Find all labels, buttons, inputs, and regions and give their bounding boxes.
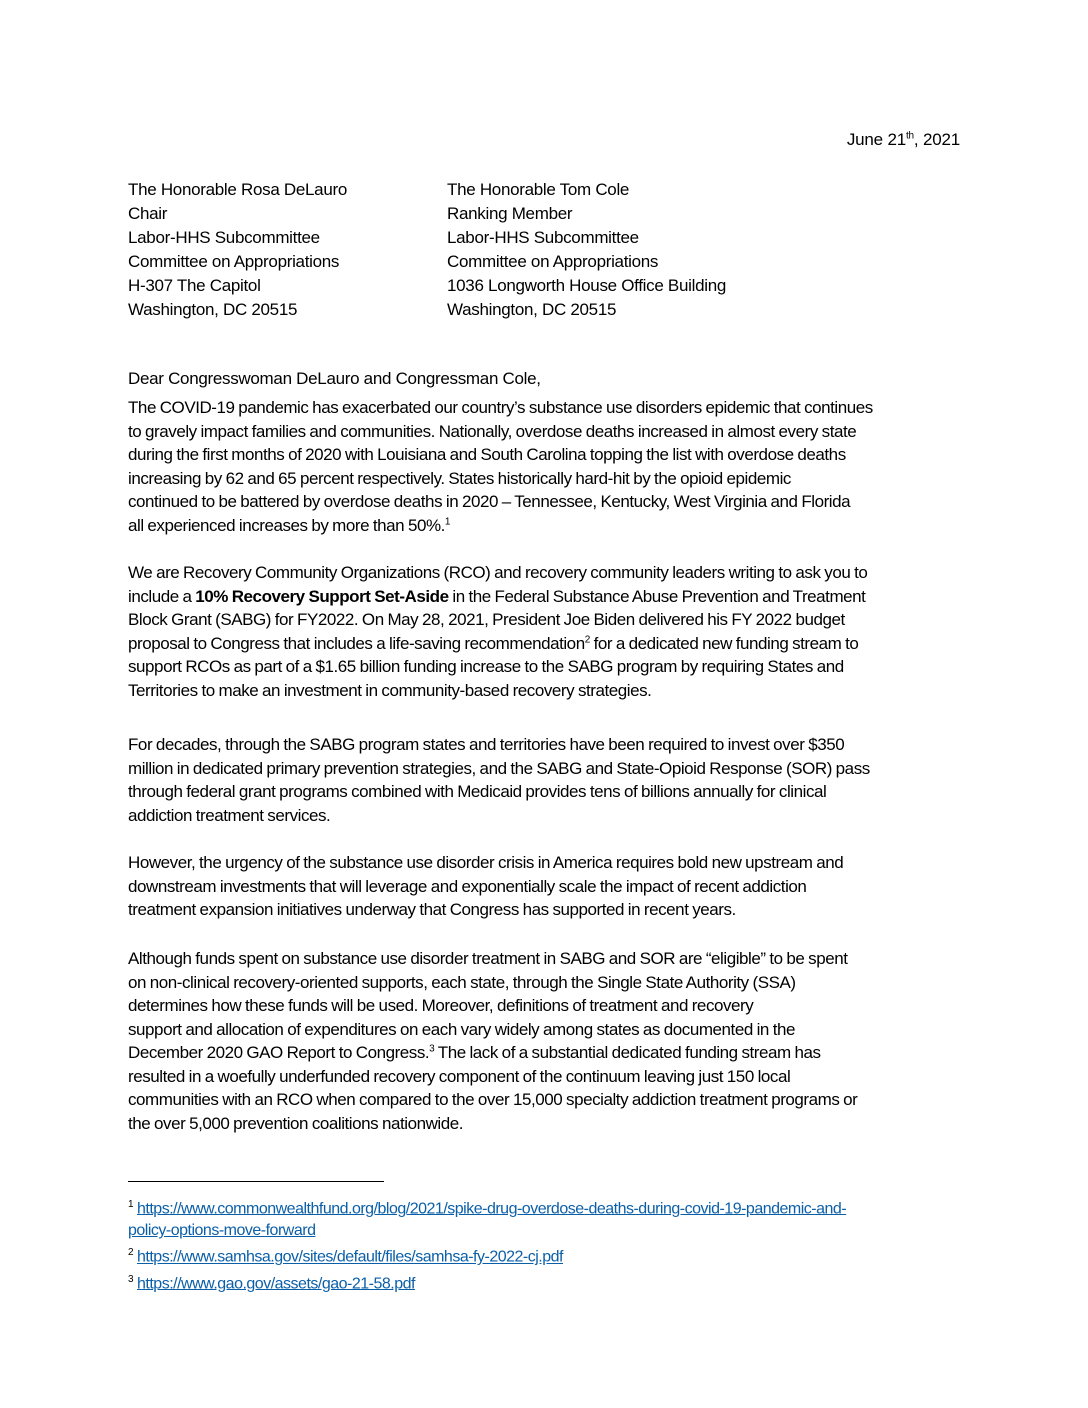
footnote-2: [128, 1242, 846, 1268]
paragraph-line: We are Recovery Community Organizations (RCO) and recovery community leaders writing to ask you to: [128, 563, 868, 582]
salutation: Dear Congresswoman DeLauro and Congressman Cole,: [128, 369, 541, 388]
paragraph-line: increasing by 62 and 65 percent respectively. States historically hard-hit by the opioid epidemic: [128, 468, 791, 488]
footnote-number: 3: [128, 1273, 134, 1285]
footnote-number: 1: [128, 1199, 134, 1210]
paragraph-line: the over 5,000 prevention coalitions nationwide.: [128, 1113, 464, 1133]
line-text: include a: [128, 586, 196, 606]
footnote-link-gao[interactable]: https://www.gao.gov/assets/gao-21-58.pdf: [137, 1274, 415, 1292]
footnote-number: 2: [128, 1247, 134, 1259]
recipient-name: The Honorable Rosa DeLauro: [128, 180, 348, 199]
paragraph-request: [128, 561, 968, 702]
recipient-subcommittee: Labor-HHS Subcommittee: [128, 228, 320, 247]
paragraph-line: For decades, through the SABG program states and territories have been required to invest over $350: [128, 735, 845, 754]
paragraph-line: determines how these funds will be used. Moreover, definitions of treatment and recovery: [128, 996, 754, 1015]
paragraph-line: [128, 632, 968, 656]
footnote-link-commonwealthfund-continued[interactable]: policy-options-move-forward: [128, 1222, 316, 1240]
recipient-title: Chair: [128, 204, 168, 223]
paragraph-line: Although funds spent on substance use disorder treatment in SABG and SOR are “eligible” to be spent: [128, 949, 848, 968]
paragraph-history: [128, 733, 968, 827]
line-text: in the Federal Substance Abuse Prevention and Treatment: [448, 586, 866, 606]
footnotes: [128, 1194, 846, 1295]
line-text: all experienced increases by more than 50%.: [128, 515, 445, 535]
line-text: proposal to Congress that includes a life-saving recommendation: [128, 633, 585, 653]
footnote-separator: [128, 1181, 384, 1182]
paragraph-line: [128, 585, 968, 609]
paragraph-line: [128, 1041, 968, 1065]
footnote-ref-2[interactable]: 2: [584, 633, 590, 645]
recipient-office: 1036 Longworth House Office Building: [447, 276, 727, 295]
recipient-committee: Committee on Appropriations: [447, 252, 659, 271]
paragraph-line: communities with an RCO when compared to the over 15,000 specialty addiction treatment programs or: [128, 1090, 858, 1109]
recipient-city: Washington, DC 20515: [447, 300, 617, 319]
footnote-link-samhsa[interactable]: https://www.samhsa.gov/sites/default/files/samhsa-fy-2022-cj.pdf: [137, 1248, 563, 1266]
recipient-address-right: [447, 178, 726, 322]
recipient-name: The Honorable Tom Cole: [447, 180, 630, 199]
recipient-subcommittee: Labor-HHS Subcommittee: [447, 228, 639, 247]
recipient-office: H-307 The Capitol: [128, 276, 261, 295]
footnote-1: [128, 1194, 846, 1220]
paragraph-line: to gravely impact families and communities. Nationally, overdose deaths increased in almost every state: [128, 421, 857, 441]
recipient-title: Ranking Member: [447, 204, 573, 223]
line-text: for a dedicated new funding stream to: [589, 633, 859, 653]
paragraph-line: However, the urgency of the substance use disorder crisis in America requires bold new upstream and: [128, 853, 844, 872]
date-month-day: June 21: [846, 130, 906, 149]
paragraph-line: support RCOs as part of a $1.65 billion funding increase to the SABG program by requiring States and: [128, 657, 844, 676]
paragraph-line: [128, 514, 968, 538]
paragraph-line: million in dedicated primary prevention strategies, and the SABG and State-Opioid Response (SOR) pass: [128, 758, 870, 778]
date-ordinal: th: [905, 130, 914, 142]
paragraph-covid-impact: [128, 396, 968, 537]
set-aside-emphasis: 10% Recovery Support Set-Aside: [195, 586, 449, 606]
paragraph-line: addiction treatment services.: [128, 805, 331, 825]
paragraph-line: through federal grant programs combined with Medicaid provides tens of billions annually for clinical: [128, 782, 827, 801]
line-text: The lack of a substantial dedicated funding stream has: [434, 1043, 821, 1062]
letter-date: [847, 130, 960, 150]
footnote-ref-3[interactable]: 3: [429, 1043, 435, 1055]
paragraph-funding-gap: [128, 947, 968, 1135]
date-year: , 2021: [913, 130, 960, 149]
footnote-ref-1[interactable]: 1: [444, 515, 451, 527]
paragraph-line: during the first months of 2020 with Louisiana and South Carolina topping the list with overdose deaths: [128, 445, 846, 464]
paragraph-urgency: [128, 851, 968, 922]
paragraph-line: Block Grant (SABG) for FY2022. On May 28, 2021, President Joe Biden delivered his FY 2022 budget: [128, 610, 845, 629]
paragraph-line: Territories to make an investment in community-based recovery strategies.: [128, 680, 652, 700]
line-text: December 2020 GAO Report to Congress.: [128, 1043, 430, 1062]
paragraph-line: The COVID-19 pandemic has exacerbated our country’s substance use disorders epidemic that continues: [128, 398, 873, 417]
recipient-city: Washington, DC 20515: [128, 300, 298, 319]
paragraph-line: support and allocation of expenditures on each vary widely among states as documented in the: [128, 1019, 795, 1039]
paragraph-line: treatment expansion initiatives underway that Congress has supported in recent years.: [128, 900, 736, 919]
recipient-committee: Committee on Appropriations: [128, 252, 340, 271]
paragraph-line: downstream investments that will leverage and exponentially scale the impact of recent addiction: [128, 876, 807, 896]
paragraph-line: continued to be battered by overdose deaths in 2020 – Tennessee, Kentucky, West Virginia and Florida: [128, 492, 851, 511]
footnote-link-commonwealthfund[interactable]: https://www.commonwealthfund.org/blog/2021/spike-drug-overdose-deaths-during-covid-19-pandemic-and-: [137, 1200, 847, 1218]
footnote-3: [128, 1269, 846, 1295]
footnote-1-continued: [128, 1220, 846, 1242]
paragraph-line: on non-clinical recovery-oriented supports, each state, through the Single State Authority (SSA): [128, 972, 796, 992]
recipient-address-left: [128, 178, 347, 322]
paragraph-line: resulted in a woefully underfunded recovery component of the continuum leaving just 150 local: [128, 1066, 791, 1086]
